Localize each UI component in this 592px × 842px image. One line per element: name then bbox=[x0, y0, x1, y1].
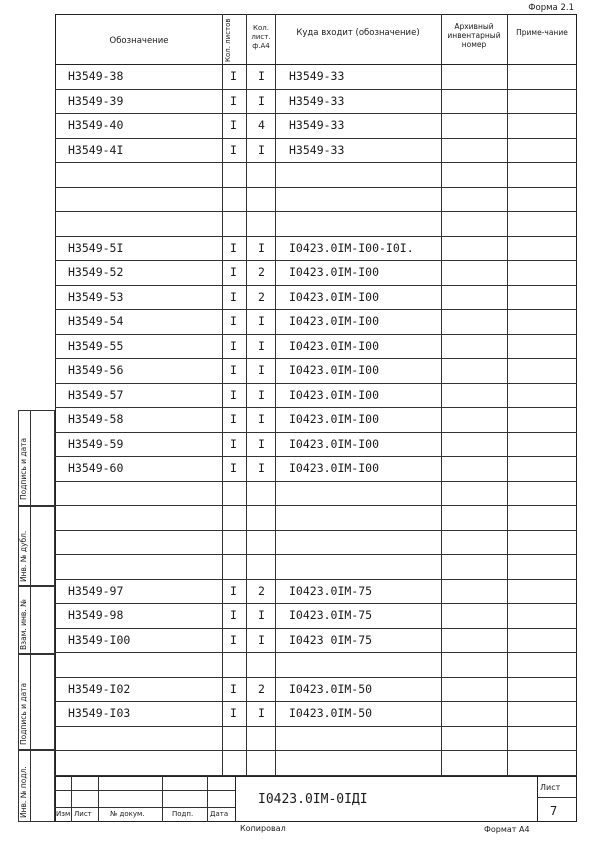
cell-sheets: I bbox=[230, 608, 237, 622]
tb-col-2 bbox=[98, 776, 99, 822]
tb-izm: Изм bbox=[56, 810, 71, 818]
cell-where-used: Н3549-33 bbox=[289, 93, 345, 108]
row-line bbox=[55, 628, 577, 629]
col-divider-a4 bbox=[246, 14, 247, 776]
sheet-label: Лист bbox=[540, 783, 561, 792]
cell-a4: I bbox=[258, 706, 265, 720]
stamp-label-signature-date-1: Подпись и дата bbox=[19, 437, 28, 500]
cell-sheets: I bbox=[230, 240, 237, 255]
tb-col-1 bbox=[71, 776, 72, 822]
cell-where-used: I0423 0IM-75 bbox=[289, 632, 373, 647]
row-line bbox=[55, 162, 577, 163]
row-line bbox=[55, 260, 577, 261]
cell-a4: I bbox=[258, 69, 265, 83]
cell-sheets: I bbox=[230, 118, 237, 132]
form-label: Форма 2.1 bbox=[528, 3, 574, 13]
cell-designation: Н3549-I03 bbox=[68, 706, 131, 720]
cell-where-used: I0423.0IM-I00 bbox=[289, 363, 380, 377]
cell-where-used: I0423.0IM-I00 bbox=[289, 265, 380, 279]
stamp-inner-divider bbox=[30, 410, 31, 822]
row-line bbox=[55, 481, 577, 482]
cell-a4: I bbox=[258, 314, 265, 328]
header-designation: Обозначение bbox=[109, 36, 169, 46]
cell-designation: Н3549-I00 bbox=[68, 632, 131, 647]
footer-format: Формат А4 bbox=[484, 825, 530, 834]
header-sheets-count: Кол. листов bbox=[224, 18, 232, 62]
cell-a4: I bbox=[258, 412, 265, 426]
cell-a4: I bbox=[258, 461, 265, 475]
document-code: I0423.0IM-0IДI bbox=[258, 792, 368, 807]
cell-designation: Н3549-98 bbox=[68, 608, 124, 622]
cell-sheets: I bbox=[230, 69, 237, 83]
row-line bbox=[55, 187, 577, 188]
row-line bbox=[55, 701, 577, 702]
cell-a4: 4 bbox=[258, 118, 265, 132]
cell-designation: Н3549-38 bbox=[68, 69, 124, 83]
stamp-label-orig-inv: Инв. № подл. bbox=[19, 766, 28, 818]
cell-a4: 2 bbox=[258, 583, 265, 598]
cell-a4: I bbox=[258, 142, 265, 157]
col-divider-notes bbox=[507, 14, 508, 776]
col-divider-sheets bbox=[222, 14, 223, 776]
cell-sheets: I bbox=[230, 681, 237, 696]
row-line bbox=[55, 750, 577, 751]
tb-mid-line bbox=[55, 790, 235, 791]
header-archive-number: Архивный инвентарный номер bbox=[447, 22, 501, 49]
cell-where-used: I0423.0IM-I00 bbox=[289, 461, 380, 475]
row-line bbox=[55, 456, 577, 457]
cell-where-used: I0423.0IM-I00 bbox=[289, 436, 380, 451]
stamp-label-dup-inv: Инв. № дубл. bbox=[19, 530, 28, 582]
sheet-box-divider bbox=[537, 797, 577, 798]
cell-a4: I bbox=[258, 632, 265, 647]
cell-sheets: I bbox=[230, 583, 237, 598]
title-block-left-divider bbox=[235, 776, 236, 822]
cell-sheets: I bbox=[230, 93, 237, 108]
cell-designation: Н3549-59 bbox=[68, 436, 124, 451]
col-divider-archive bbox=[441, 14, 442, 776]
cell-designation: Н3549-55 bbox=[68, 338, 124, 353]
cell-where-used: I0423.0IM-I00-I0I. bbox=[289, 240, 414, 255]
row-line bbox=[55, 211, 577, 212]
sheet-number: 7 bbox=[550, 804, 558, 818]
row-line bbox=[55, 652, 577, 653]
tb-col-3 bbox=[162, 776, 163, 822]
header-sheets-a4: Кол. лист. ф.А4 bbox=[251, 24, 271, 50]
cell-sheets: I bbox=[230, 314, 237, 328]
cell-a4: I bbox=[258, 608, 265, 622]
row-line bbox=[55, 334, 577, 335]
cell-sheets: I bbox=[230, 363, 237, 377]
row-line bbox=[55, 383, 577, 384]
header-bottom-line bbox=[55, 64, 577, 65]
row-line bbox=[55, 554, 577, 555]
cell-designation: Н3549-57 bbox=[68, 387, 124, 402]
cell-where-used: I0423.0IM-50 bbox=[289, 706, 373, 720]
cell-designation: Н3549-39 bbox=[68, 93, 124, 108]
cell-designation: Н3549-52 bbox=[68, 265, 124, 279]
tb-col-4 bbox=[207, 776, 208, 822]
cell-sheets: I bbox=[230, 461, 237, 475]
tb-list: Лист bbox=[74, 810, 92, 818]
cell-designation: Н3549-54 bbox=[68, 314, 124, 328]
cell-designation: Н3549-40 bbox=[68, 118, 124, 132]
cell-designation: Н3549-5I bbox=[68, 240, 124, 255]
row-line bbox=[55, 530, 577, 531]
cell-where-used: Н3549-33 bbox=[289, 142, 345, 157]
stamp-label-signature-date-2: Подпись и дата bbox=[19, 682, 28, 745]
cell-designation: Н3549-4I bbox=[68, 142, 124, 157]
row-line bbox=[55, 138, 577, 139]
cell-sheets: I bbox=[230, 142, 237, 157]
row-line bbox=[55, 285, 577, 286]
cell-sheets: I bbox=[230, 632, 237, 647]
cell-where-used: Н3549-33 bbox=[289, 69, 345, 83]
cell-a4: 2 bbox=[258, 681, 265, 696]
row-line bbox=[55, 407, 577, 408]
tb-podp: Подп. bbox=[172, 810, 194, 818]
cell-sheets: I bbox=[230, 436, 237, 451]
row-line bbox=[55, 432, 577, 433]
cell-a4: I bbox=[258, 387, 265, 402]
cell-where-used: I0423.0IM-I00 bbox=[289, 338, 380, 353]
cell-where-used: I0423.0IM-I00 bbox=[289, 289, 380, 304]
cell-sheets: I bbox=[230, 265, 237, 279]
row-line bbox=[55, 113, 577, 114]
cell-sheets: I bbox=[230, 289, 237, 304]
cell-sheets: I bbox=[230, 412, 237, 426]
title-block-right-divider bbox=[537, 776, 538, 822]
row-line bbox=[55, 309, 577, 310]
cell-a4: 2 bbox=[258, 265, 265, 279]
cell-designation: Н3549-53 bbox=[68, 289, 124, 304]
cell-a4: 2 bbox=[258, 289, 265, 304]
row-line bbox=[55, 358, 577, 359]
header-notes: Приме-чание bbox=[516, 28, 568, 37]
row-line bbox=[55, 726, 577, 727]
tb-data: Дата bbox=[210, 810, 229, 818]
cell-a4: I bbox=[258, 338, 265, 353]
row-line bbox=[55, 677, 577, 678]
row-line bbox=[55, 236, 577, 237]
tb-docnum: № докум. bbox=[110, 810, 145, 818]
cell-where-used: I0423.0IM-75 bbox=[289, 583, 373, 598]
cell-a4: I bbox=[258, 240, 265, 255]
cell-designation: Н3549-60 bbox=[68, 461, 124, 475]
cell-sheets: I bbox=[230, 387, 237, 402]
col-divider-where bbox=[275, 14, 276, 776]
cell-where-used: I0423.0IM-I00 bbox=[289, 387, 380, 402]
footer-copied: Копировал bbox=[240, 824, 286, 833]
row-line bbox=[55, 505, 577, 506]
title-block-top bbox=[55, 776, 577, 777]
header-where-used: Куда входит (обозначение) bbox=[296, 28, 420, 38]
row-line bbox=[55, 579, 577, 580]
cell-where-used: I0423.0IM-75 bbox=[289, 608, 373, 622]
row-line bbox=[55, 603, 577, 604]
cell-designation: Н3549-97 bbox=[68, 583, 124, 598]
cell-sheets: I bbox=[230, 338, 237, 353]
cell-a4: I bbox=[258, 436, 265, 451]
cell-where-used: I0423.0IM-50 bbox=[289, 681, 373, 696]
cell-where-used: Н3549-33 bbox=[289, 118, 345, 132]
cell-where-used: I0423.0IM-I00 bbox=[289, 314, 380, 328]
cell-designation: Н3549-I02 bbox=[68, 681, 131, 696]
cell-a4: I bbox=[258, 93, 265, 108]
row-line bbox=[55, 89, 577, 90]
cell-sheets: I bbox=[230, 706, 237, 720]
stamp-label-replace-inv: Взам. инв. № bbox=[19, 599, 28, 650]
cell-where-used: I0423.0IM-I00 bbox=[289, 412, 380, 426]
cell-a4: I bbox=[258, 363, 265, 377]
cell-designation: Н3549-56 bbox=[68, 363, 124, 377]
cell-designation: Н3549-58 bbox=[68, 412, 124, 426]
tb-low-line bbox=[55, 807, 235, 808]
